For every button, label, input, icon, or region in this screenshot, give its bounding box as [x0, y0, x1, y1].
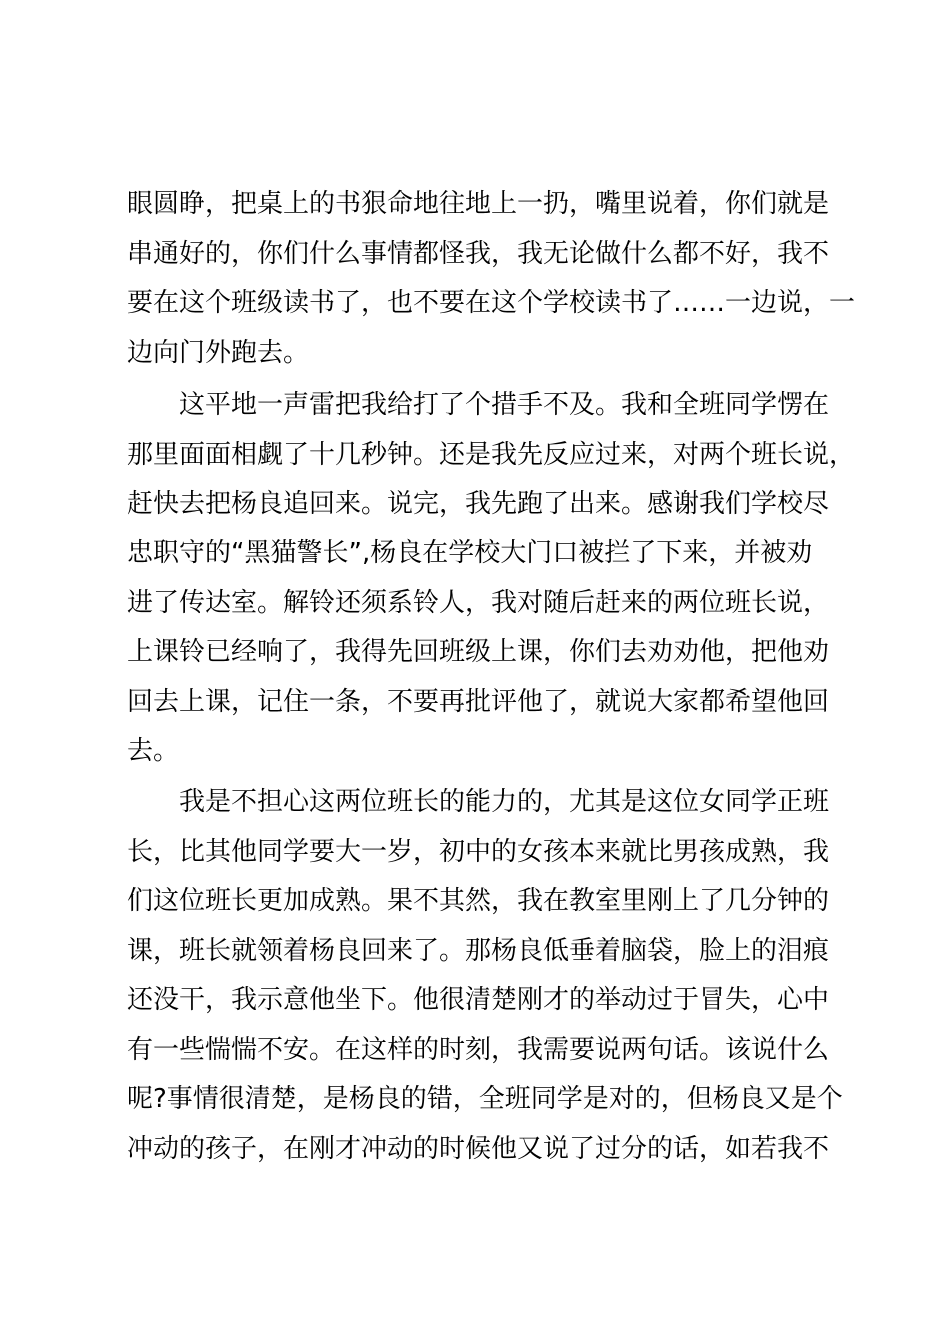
text-line: 进了传达室。解铃还须系铃人，我对随后赶来的两位班长说， — [127, 588, 830, 618]
text-line: 这平地一声雷把我给打了个措手不及。我和全班同学愣在 — [127, 390, 830, 420]
text-line: 串通好的，你们什么事情都怪我，我无论做什么都不好，我不 — [127, 239, 830, 269]
text-line: 眼圆睁，把桌上的书狠命地往地上一扔，嘴里说着，你们就是 — [127, 189, 830, 219]
text-line: 还没干，我示意他坐下。他很清楚刚才的举动过于冒失，心中 — [127, 985, 830, 1015]
text-line: 要在这个班级读书了，也不要在这个学校读书了……一边说，一 — [127, 288, 856, 318]
text-line: 呢?事情很清楚，是杨良的错，全班同学是对的，但杨良又是个 — [127, 1084, 843, 1114]
text-line: 赶快去把杨良追回来。说完，我先跑了出来。感谢我们学校尽 — [127, 489, 830, 519]
text-line: 冲动的孩子，在刚才冲动的时候他又说了过分的话，如若我不 — [127, 1134, 830, 1164]
text-line: 长，比其他同学要大一岁，初中的女孩本来就比男孩成熟，我 — [127, 837, 830, 867]
text-line: 忠职守的“黑猫警长”,杨良在学校大门口被拦了下来，并被劝 — [127, 538, 813, 568]
text-line: 们这位班长更加成熟。果不其然，我在教室里刚上了几分钟的 — [127, 886, 830, 916]
text-line: 课，班长就领着杨良回来了。那杨良低垂着脑袋，脸上的泪痕 — [127, 936, 830, 966]
text-line: 上课铃已经响了，我得先回班级上课，你们去劝劝他，把他劝 — [127, 637, 830, 667]
text-line: 回去上课，记住一条，不要再批评他了，就说大家都希望他回 — [127, 687, 830, 717]
text-line: 去。 — [127, 736, 180, 766]
text-line: 有一些惴惴不安。在这样的时刻，我需要说两句话。该说什么 — [127, 1035, 830, 1065]
text-line: 那里面面相觑了十几秒钟。还是我先反应过来，对两个班长说， — [127, 440, 856, 470]
text-line: 边向门外跑去。 — [127, 338, 310, 368]
text-line: 我是不担心这两位班长的能力的，尤其是这位女同学正班 — [127, 787, 830, 817]
